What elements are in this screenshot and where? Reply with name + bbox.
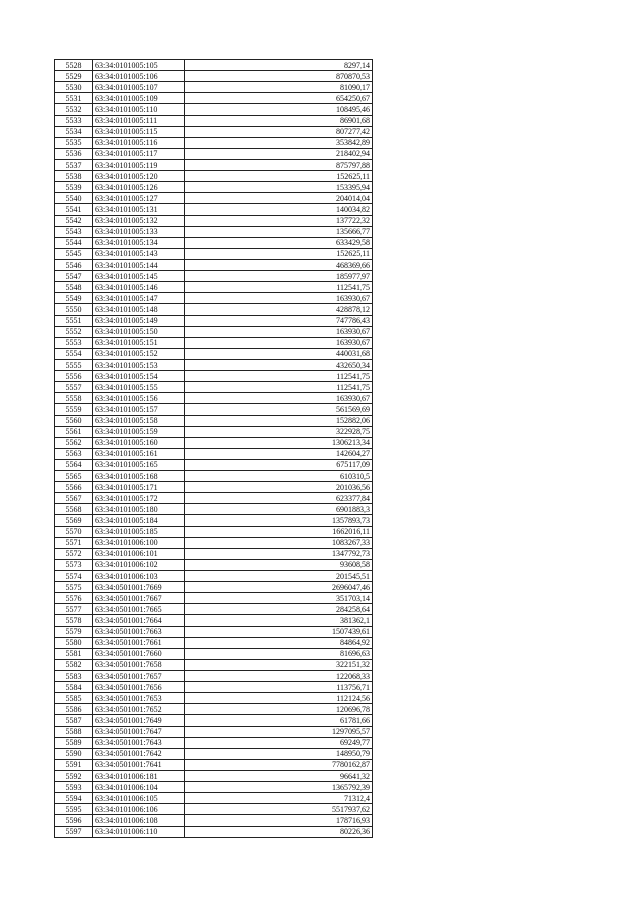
cadastral-number-cell: 63:34:0101005:107 xyxy=(93,82,185,93)
table-row xyxy=(55,159,373,170)
cadastral-number-cell: 63:34:0501001:7661 xyxy=(93,637,185,648)
table-row xyxy=(55,515,373,526)
table-row xyxy=(55,637,373,648)
row-number-cell: 5556 xyxy=(55,371,93,382)
table-row xyxy=(55,559,373,570)
row-number-cell: 5539 xyxy=(55,182,93,193)
table-row xyxy=(55,359,373,370)
table-row xyxy=(55,259,373,270)
table-row xyxy=(55,571,373,582)
value-cell: 561569,69 xyxy=(185,404,373,415)
row-number-cell: 5580 xyxy=(55,637,93,648)
cadastral-number-cell: 63:34:0101005:143 xyxy=(93,248,185,259)
row-number-cell: 5558 xyxy=(55,393,93,404)
row-number-cell: 5535 xyxy=(55,137,93,148)
table-row xyxy=(55,826,373,837)
value-cell: 201545,51 xyxy=(185,571,373,582)
row-number-cell: 5562 xyxy=(55,437,93,448)
value-cell: 1357893,73 xyxy=(185,515,373,526)
value-cell: 8297,14 xyxy=(185,60,373,71)
table-body xyxy=(55,60,373,838)
table-row xyxy=(55,248,373,259)
row-number-cell: 5564 xyxy=(55,459,93,470)
value-cell: 108495,46 xyxy=(185,104,373,115)
table-row xyxy=(55,626,373,637)
value-cell: 1083267,33 xyxy=(185,537,373,548)
row-number-cell: 5561 xyxy=(55,426,93,437)
value-cell: 148950,79 xyxy=(185,748,373,759)
table-row xyxy=(55,682,373,693)
cadastral-number-cell: 63:34:0101005:149 xyxy=(93,315,185,326)
row-number-cell: 5583 xyxy=(55,671,93,682)
value-cell: 185977,97 xyxy=(185,271,373,282)
cadastral-value-table xyxy=(54,59,373,838)
table-row xyxy=(55,593,373,604)
cadastral-number-cell: 63:34:0101005:165 xyxy=(93,459,185,470)
table-row xyxy=(55,482,373,493)
table-row xyxy=(55,171,373,182)
cadastral-number-cell: 63:34:0101005:110 xyxy=(93,104,185,115)
row-number-cell: 5587 xyxy=(55,715,93,726)
value-cell: 71312,4 xyxy=(185,793,373,804)
cadastral-number-cell: 63:34:0101005:158 xyxy=(93,415,185,426)
cadastral-number-cell: 63:34:0501001:7663 xyxy=(93,626,185,637)
value-cell: 747786,43 xyxy=(185,315,373,326)
cadastral-number-cell: 63:34:0101005:148 xyxy=(93,304,185,315)
cadastral-number-cell: 63:34:0101006:106 xyxy=(93,804,185,815)
row-number-cell: 5586 xyxy=(55,704,93,715)
value-cell: 322928,75 xyxy=(185,426,373,437)
table-row xyxy=(55,204,373,215)
value-cell: 468369,66 xyxy=(185,259,373,270)
row-number-cell: 5568 xyxy=(55,504,93,515)
row-number-cell: 5577 xyxy=(55,604,93,615)
table-row xyxy=(55,759,373,770)
table-row xyxy=(55,704,373,715)
row-number-cell: 5551 xyxy=(55,315,93,326)
value-cell: 204014,04 xyxy=(185,193,373,204)
value-cell: 163930,67 xyxy=(185,337,373,348)
value-cell: 6901883,3 xyxy=(185,504,373,515)
table-row xyxy=(55,615,373,626)
table-row xyxy=(55,537,373,548)
cadastral-number-cell: 63:34:0101005:126 xyxy=(93,182,185,193)
row-number-cell: 5530 xyxy=(55,82,93,93)
value-cell: 353842,89 xyxy=(185,137,373,148)
value-cell: 153395,94 xyxy=(185,182,373,193)
value-cell: 163930,67 xyxy=(185,326,373,337)
table-row xyxy=(55,104,373,115)
table-row xyxy=(55,148,373,159)
value-cell: 163930,67 xyxy=(185,293,373,304)
cadastral-number-cell: 63:34:0101006:108 xyxy=(93,815,185,826)
value-cell: 122068,33 xyxy=(185,671,373,682)
row-number-cell: 5552 xyxy=(55,326,93,337)
value-cell: 654250,67 xyxy=(185,93,373,104)
value-cell: 120696,78 xyxy=(185,704,373,715)
table-row xyxy=(55,426,373,437)
row-number-cell: 5570 xyxy=(55,526,93,537)
cadastral-number-cell: 63:34:0101005:159 xyxy=(93,426,185,437)
value-cell: 807277,42 xyxy=(185,126,373,137)
row-number-cell: 5533 xyxy=(55,115,93,126)
table-row xyxy=(55,193,373,204)
value-cell: 152882,06 xyxy=(185,415,373,426)
cadastral-number-cell: 63:34:0501001:7653 xyxy=(93,693,185,704)
table-row xyxy=(55,304,373,315)
value-cell: 1347792,73 xyxy=(185,548,373,559)
cadastral-number-cell: 63:34:0501001:7658 xyxy=(93,659,185,670)
value-cell: 284258,64 xyxy=(185,604,373,615)
cadastral-number-cell: 63:34:0101005:185 xyxy=(93,526,185,537)
cadastral-number-cell: 63:34:0101005:151 xyxy=(93,337,185,348)
cadastral-number-cell: 63:34:0101005:117 xyxy=(93,148,185,159)
value-cell: 218402,94 xyxy=(185,148,373,159)
table-row xyxy=(55,182,373,193)
cadastral-number-cell: 63:34:0501001:7652 xyxy=(93,704,185,715)
table-row xyxy=(55,771,373,782)
value-cell: 5517937,62 xyxy=(185,804,373,815)
value-cell: 428878,12 xyxy=(185,304,373,315)
row-number-cell: 5550 xyxy=(55,304,93,315)
table-row xyxy=(55,782,373,793)
row-number-cell: 5593 xyxy=(55,782,93,793)
row-number-cell: 5555 xyxy=(55,359,93,370)
cadastral-number-cell: 63:34:0101006:101 xyxy=(93,548,185,559)
value-cell: 61781,66 xyxy=(185,715,373,726)
value-cell: 93608,58 xyxy=(185,559,373,570)
row-number-cell: 5590 xyxy=(55,748,93,759)
row-number-cell: 5563 xyxy=(55,448,93,459)
cadastral-number-cell: 63:34:0101005:152 xyxy=(93,348,185,359)
value-cell: 163930,67 xyxy=(185,393,373,404)
table-row xyxy=(55,415,373,426)
cadastral-number-cell: 63:34:0101005:127 xyxy=(93,193,185,204)
table-row xyxy=(55,126,373,137)
row-number-cell: 5554 xyxy=(55,348,93,359)
value-cell: 86901,68 xyxy=(185,115,373,126)
value-cell: 113756,71 xyxy=(185,682,373,693)
table-row xyxy=(55,793,373,804)
cadastral-number-cell: 63:34:0501001:7647 xyxy=(93,726,185,737)
value-cell: 96641,32 xyxy=(185,771,373,782)
value-cell: 137722,32 xyxy=(185,215,373,226)
row-number-cell: 5572 xyxy=(55,548,93,559)
value-cell: 1662016,11 xyxy=(185,526,373,537)
value-cell: 112541,75 xyxy=(185,282,373,293)
value-cell: 1365792,39 xyxy=(185,782,373,793)
value-cell: 432650,34 xyxy=(185,359,373,370)
row-number-cell: 5597 xyxy=(55,826,93,837)
cadastral-number-cell: 63:34:0101005:172 xyxy=(93,493,185,504)
cadastral-number-cell: 63:34:0101005:157 xyxy=(93,404,185,415)
table-row xyxy=(55,393,373,404)
table-row xyxy=(55,693,373,704)
table-row xyxy=(55,215,373,226)
cadastral-number-cell: 63:34:0101005:133 xyxy=(93,226,185,237)
cadastral-number-cell: 63:34:0101005:111 xyxy=(93,115,185,126)
row-number-cell: 5596 xyxy=(55,815,93,826)
table-row xyxy=(55,337,373,348)
row-number-cell: 5560 xyxy=(55,415,93,426)
row-number-cell: 5536 xyxy=(55,148,93,159)
cadastral-number-cell: 63:34:0501001:7665 xyxy=(93,604,185,615)
cadastral-number-cell: 63:34:0101005:154 xyxy=(93,371,185,382)
table-row xyxy=(55,648,373,659)
cadastral-number-cell: 63:34:0501001:7667 xyxy=(93,593,185,604)
cadastral-number-cell: 63:34:0101005:105 xyxy=(93,60,185,71)
table-row xyxy=(55,60,373,71)
value-cell: 1306213,34 xyxy=(185,437,373,448)
value-cell: 675117,09 xyxy=(185,459,373,470)
row-number-cell: 5549 xyxy=(55,293,93,304)
row-number-cell: 5547 xyxy=(55,271,93,282)
cadastral-number-cell: 63:34:0101005:147 xyxy=(93,293,185,304)
row-number-cell: 5582 xyxy=(55,659,93,670)
value-cell: 69249,77 xyxy=(185,737,373,748)
table-row xyxy=(55,471,373,482)
table-row xyxy=(55,748,373,759)
row-number-cell: 5534 xyxy=(55,126,93,137)
cadastral-number-cell: 63:34:0501001:7656 xyxy=(93,682,185,693)
table-row xyxy=(55,237,373,248)
row-number-cell: 5544 xyxy=(55,237,93,248)
table-row xyxy=(55,726,373,737)
table-row xyxy=(55,448,373,459)
table-row xyxy=(55,271,373,282)
row-number-cell: 5529 xyxy=(55,71,93,82)
row-number-cell: 5537 xyxy=(55,159,93,170)
value-cell: 322151,32 xyxy=(185,659,373,670)
table-row xyxy=(55,504,373,515)
cadastral-number-cell: 63:34:0101005:171 xyxy=(93,482,185,493)
value-cell: 84864,92 xyxy=(185,637,373,648)
cadastral-number-cell: 63:34:0501001:7643 xyxy=(93,737,185,748)
row-number-cell: 5592 xyxy=(55,771,93,782)
row-number-cell: 5569 xyxy=(55,515,93,526)
cadastral-number-cell: 63:34:0101005:134 xyxy=(93,237,185,248)
row-number-cell: 5553 xyxy=(55,337,93,348)
cadastral-number-cell: 63:34:0101006:100 xyxy=(93,537,185,548)
row-number-cell: 5540 xyxy=(55,193,93,204)
cadastral-number-cell: 63:34:0101006:102 xyxy=(93,559,185,570)
table-row xyxy=(55,282,373,293)
cadastral-number-cell: 63:34:0101005:155 xyxy=(93,382,185,393)
cadastral-number-cell: 63:34:0501001:7660 xyxy=(93,648,185,659)
table-row xyxy=(55,815,373,826)
row-number-cell: 5584 xyxy=(55,682,93,693)
row-number-cell: 5589 xyxy=(55,737,93,748)
table-row xyxy=(55,404,373,415)
value-cell: 870870,53 xyxy=(185,71,373,82)
row-number-cell: 5542 xyxy=(55,215,93,226)
table-row xyxy=(55,93,373,104)
cadastral-number-cell: 63:34:0101005:120 xyxy=(93,171,185,182)
cadastral-number-cell: 63:34:0501001:7641 xyxy=(93,759,185,770)
table-row xyxy=(55,671,373,682)
cadastral-number-cell: 63:34:0101006:110 xyxy=(93,826,185,837)
table-row xyxy=(55,315,373,326)
row-number-cell: 5591 xyxy=(55,759,93,770)
cadastral-number-cell: 63:34:0101005:153 xyxy=(93,359,185,370)
value-cell: 610310,5 xyxy=(185,471,373,482)
table-row xyxy=(55,437,373,448)
cadastral-number-cell: 63:34:0101005:109 xyxy=(93,93,185,104)
value-cell: 152625,11 xyxy=(185,171,373,182)
cadastral-number-cell: 63:34:0101006:181 xyxy=(93,771,185,782)
value-cell: 112124,56 xyxy=(185,693,373,704)
cadastral-number-cell: 63:34:0101005:132 xyxy=(93,215,185,226)
value-cell: 152625,11 xyxy=(185,248,373,259)
cadastral-number-cell: 63:34:0101005:131 xyxy=(93,204,185,215)
row-number-cell: 5531 xyxy=(55,93,93,104)
row-number-cell: 5573 xyxy=(55,559,93,570)
cadastral-number-cell: 63:34:0101005:115 xyxy=(93,126,185,137)
table-row xyxy=(55,459,373,470)
row-number-cell: 5559 xyxy=(55,404,93,415)
cadastral-number-cell: 63:34:0101005:150 xyxy=(93,326,185,337)
cadastral-number-cell: 63:34:0101005:156 xyxy=(93,393,185,404)
table-row xyxy=(55,659,373,670)
cadastral-number-cell: 63:34:0501001:7657 xyxy=(93,671,185,682)
value-cell: 633429,58 xyxy=(185,237,373,248)
table-row xyxy=(55,493,373,504)
row-number-cell: 5528 xyxy=(55,60,93,71)
cadastral-number-cell: 63:34:0101005:168 xyxy=(93,471,185,482)
row-number-cell: 5575 xyxy=(55,582,93,593)
cadastral-number-cell: 63:34:0501001:7649 xyxy=(93,715,185,726)
row-number-cell: 5574 xyxy=(55,571,93,582)
table-row xyxy=(55,137,373,148)
table-row xyxy=(55,293,373,304)
value-cell: 623377,84 xyxy=(185,493,373,504)
row-number-cell: 5571 xyxy=(55,537,93,548)
value-cell: 178716,93 xyxy=(185,815,373,826)
value-cell: 201036,56 xyxy=(185,482,373,493)
value-cell: 112541,75 xyxy=(185,382,373,393)
value-cell: 81696,63 xyxy=(185,648,373,659)
value-cell: 875797,88 xyxy=(185,159,373,170)
table-row xyxy=(55,604,373,615)
cadastral-number-cell: 63:34:0101006:103 xyxy=(93,571,185,582)
row-number-cell: 5567 xyxy=(55,493,93,504)
cadastral-number-cell: 63:34:0501001:7664 xyxy=(93,615,185,626)
row-number-cell: 5588 xyxy=(55,726,93,737)
value-cell: 81090,17 xyxy=(185,82,373,93)
row-number-cell: 5579 xyxy=(55,626,93,637)
table-row xyxy=(55,382,373,393)
cadastral-number-cell: 63:34:0101005:106 xyxy=(93,71,185,82)
row-number-cell: 5581 xyxy=(55,648,93,659)
value-cell: 7780162,87 xyxy=(185,759,373,770)
cadastral-number-cell: 63:34:0101005:180 xyxy=(93,504,185,515)
row-number-cell: 5557 xyxy=(55,382,93,393)
row-number-cell: 5594 xyxy=(55,793,93,804)
value-cell: 1507439,61 xyxy=(185,626,373,637)
cadastral-number-cell: 63:34:0101006:105 xyxy=(93,793,185,804)
table-row xyxy=(55,804,373,815)
row-number-cell: 5576 xyxy=(55,593,93,604)
row-number-cell: 5595 xyxy=(55,804,93,815)
row-number-cell: 5578 xyxy=(55,615,93,626)
cadastral-number-cell: 63:34:0101005:184 xyxy=(93,515,185,526)
cadastral-number-cell: 63:34:0101005:145 xyxy=(93,271,185,282)
table-row xyxy=(55,226,373,237)
table-row xyxy=(55,82,373,93)
value-cell: 440031,68 xyxy=(185,348,373,359)
row-number-cell: 5545 xyxy=(55,248,93,259)
value-cell: 135666,77 xyxy=(185,226,373,237)
row-number-cell: 5538 xyxy=(55,171,93,182)
cadastral-number-cell: 63:34:0501001:7642 xyxy=(93,748,185,759)
row-number-cell: 5566 xyxy=(55,482,93,493)
row-number-cell: 5565 xyxy=(55,471,93,482)
cadastral-number-cell: 63:34:0101005:161 xyxy=(93,448,185,459)
value-cell: 140034,82 xyxy=(185,204,373,215)
value-cell: 351703,14 xyxy=(185,593,373,604)
row-number-cell: 5532 xyxy=(55,104,93,115)
row-number-cell: 5548 xyxy=(55,282,93,293)
table-row xyxy=(55,737,373,748)
table-row xyxy=(55,115,373,126)
table-row xyxy=(55,348,373,359)
value-cell: 112541,75 xyxy=(185,371,373,382)
value-cell: 80226,36 xyxy=(185,826,373,837)
table-row xyxy=(55,582,373,593)
cadastral-number-cell: 63:34:0101005:160 xyxy=(93,437,185,448)
value-cell: 1297095,57 xyxy=(185,726,373,737)
value-cell: 2696047,46 xyxy=(185,582,373,593)
cadastral-number-cell: 63:34:0101005:144 xyxy=(93,259,185,270)
row-number-cell: 5543 xyxy=(55,226,93,237)
table-row xyxy=(55,71,373,82)
cadastral-number-cell: 63:34:0101006:104 xyxy=(93,782,185,793)
row-number-cell: 5541 xyxy=(55,204,93,215)
table-row xyxy=(55,526,373,537)
row-number-cell: 5546 xyxy=(55,259,93,270)
value-cell: 381362,1 xyxy=(185,615,373,626)
table-row xyxy=(55,371,373,382)
cadastral-number-cell: 63:34:0101005:119 xyxy=(93,159,185,170)
cadastral-number-cell: 63:34:0501001:7669 xyxy=(93,582,185,593)
table-row xyxy=(55,715,373,726)
table-row xyxy=(55,326,373,337)
row-number-cell: 5585 xyxy=(55,693,93,704)
cadastral-number-cell: 63:34:0101005:146 xyxy=(93,282,185,293)
table-row xyxy=(55,548,373,559)
cadastral-number-cell: 63:34:0101005:116 xyxy=(93,137,185,148)
value-cell: 142604,27 xyxy=(185,448,373,459)
